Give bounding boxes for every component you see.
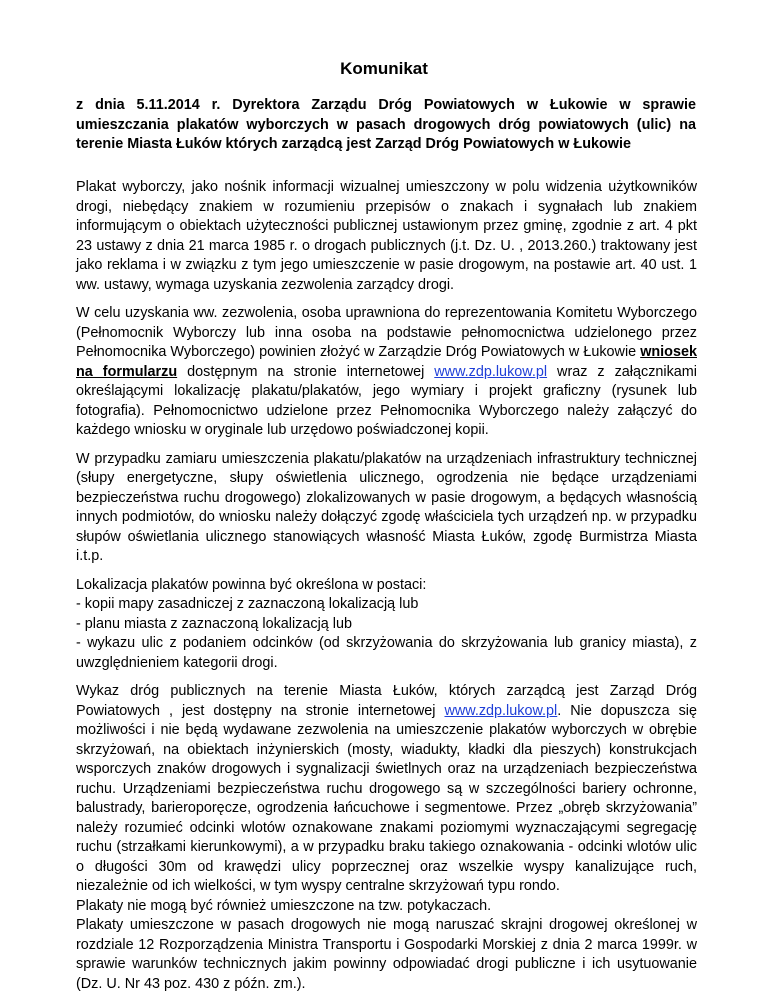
paragraph-5-text-b: . Nie dopuszcza się możliwości i nie będą wydawane zezwolenia na umieszczenie plakatów wyborczych w obrębie skrzyżowań, na obiektach inżynierskich (mosty, wiadukty, kładki dla pieszych) konstrukcjach wsporczych znaków drogowych i sygnalizacji świetlnych oraz na urządzeniach bezpieczeństwa ruchu. Urządzeniami bezpieczeństwa ruchu drogowego są w szczególności bariery ochronne, balustrady, barieroporęcze, ogrodzenia łańcuchowe i segmentowe. Przez „obręb skrzyżowania” należy rozumieć odcinki wlotów oznakowane znakami poziomymi wyznaczającymi segregację ruchu (strzałkami kierunkowymi), a w przypadku braku takiego oznakowania - odcinki wlotów ulic o długości 30m od krawędzi ulicy poprzecznej oraz wszelkie wyspy kanalizujące ruch, niezależnie od ich wielkości, w tym wyspy centralne skrzyżowań typu rondo.: [76, 702, 697, 894]
paragraph-2-text-c: wraz z załącznikami określającymi lokalizację plakatu/plakatów, jego wymiary i projekt graficzny (rysunek lub fotografia). Pełnomocnictwo udzielone przez Pełnomocnika Wyborczego należy załączyć do każdego wniosku w oryginale lub urzędowo poświadczonej kopii.: [76, 363, 697, 438]
form-link[interactable]: wniosek na formularzu: [76, 344, 697, 380]
document-body: [76, 178, 697, 994]
website-link[interactable]: www.zdp.lukow.pl: [444, 702, 558, 719]
paragraph-4-intro: Lokalizacja plakatów powinna być określona w postaci:: [76, 576, 427, 593]
paragraph-7: Plakaty umieszczone w pasach drogowych nie mogą naruszać skrajni drogowej określonej w rozdziale 12 Rozporządzenia Ministra Transportu i Gospodarki Morskiej z dnia 2 marca 1999r. w sprawie warunków technicznych jakim powinny odpowiadać drogi publiczne i ich usytuowanie (Dz. U. Nr 43 poz. 430 z późn. zm.).: [76, 917, 697, 992]
document-title: Komunikat: [340, 59, 428, 78]
paragraph-2-text-b: dostępnym na stronie internetowej: [177, 363, 435, 380]
website-link[interactable]: www.zdp.lukow.pl: [434, 363, 548, 380]
list-item: - wykazu ulic z podaniem odcinków (od skrzyżowania do skrzyżowania lub granicy miasta), z uwzględnieniem kategorii drogi.: [76, 635, 697, 671]
paragraph-1: Plakat wyborczy, jako nośnik informacji wizualnej umieszczony w polu widzenia użytkowników drogi, niebędący znakiem w rozumieniu przepisów o znakach i sygnałach lub znakiem informującym o obiektach użyteczności publicznej ustawionym przez gminę, zgodnie z art. 4 pkt 23 ustawy z dnia 21 marca 1985 r. o drogach publicznych (j.t. Dz. U. , 2013.260.) traktowany jest jako reklama i w związku z tym jego umieszczenie w pasie drogowym, na postawie art. 40 ust. 1 ww. ustawy, wymaga uzyskania zezwolenia zarządcy drogi.: [76, 179, 697, 293]
paragraph-3: W przypadku zamiaru umieszczenia plakatu/plakatów na urządzeniach infrastruktury technicznej (słupy energetyczne, słupy oświetlenia ulicznego, ogrodzenia nie będące urządzeniami bezpieczeństwa ruchu drogowego) zlokalizowanych w pasie drogowym, a będących własnością innych podmiotów, do wniosku należy dołączyć zgodę właściciela tych urządzeń np. w przypadku słupów oświetlania ulicznego stanowiących własność Miasta Łuków, zgodę Burmistrza Miasta i.t.p.: [76, 450, 697, 564]
list-item: - planu miasta z zaznaczoną lokalizacją lub: [76, 615, 352, 632]
document-subtitle: z dnia 5.11.2014 r. Dyrektora Zarządu Dróg Powiatowych w Łukowie w sprawie umieszczania plakatów wyborczych w pasach drogowych dróg powiatowych (ulic) na terenie Miasta Łuków których zarządcą jest Zarząd Dróg Powiatowych w Łukowie: [76, 97, 696, 152]
paragraph-5-text-a: Wykaz dróg publicznych na terenie Miasta Łuków, których zarządcą jest Zarząd Dróg Powiatowych , jest dostępny na stronie internetowej: [76, 683, 697, 719]
paragraph-6: Plakaty nie mogą być również umieszczone na tzw. potykaczach.: [76, 897, 492, 914]
list-item: - kopii mapy zasadniczej z zaznaczoną lokalizacją lub: [76, 596, 419, 612]
paragraph-2-text-a: W celu uzyskania ww. zezwolenia, osoba uprawniona do reprezentowania Komitetu Wyborczego (Pełnomocnik Wyborczy lub inna osoba na podstawie pełnomocnictwa udzielonego przez Pełnomocnika Wyborczego) powinien złożyć w Zarządzie Dróg Powiatowych w Łukowie: [76, 305, 697, 360]
paragraph-2: [76, 304, 697, 441]
paragraph-5: [76, 682, 697, 897]
